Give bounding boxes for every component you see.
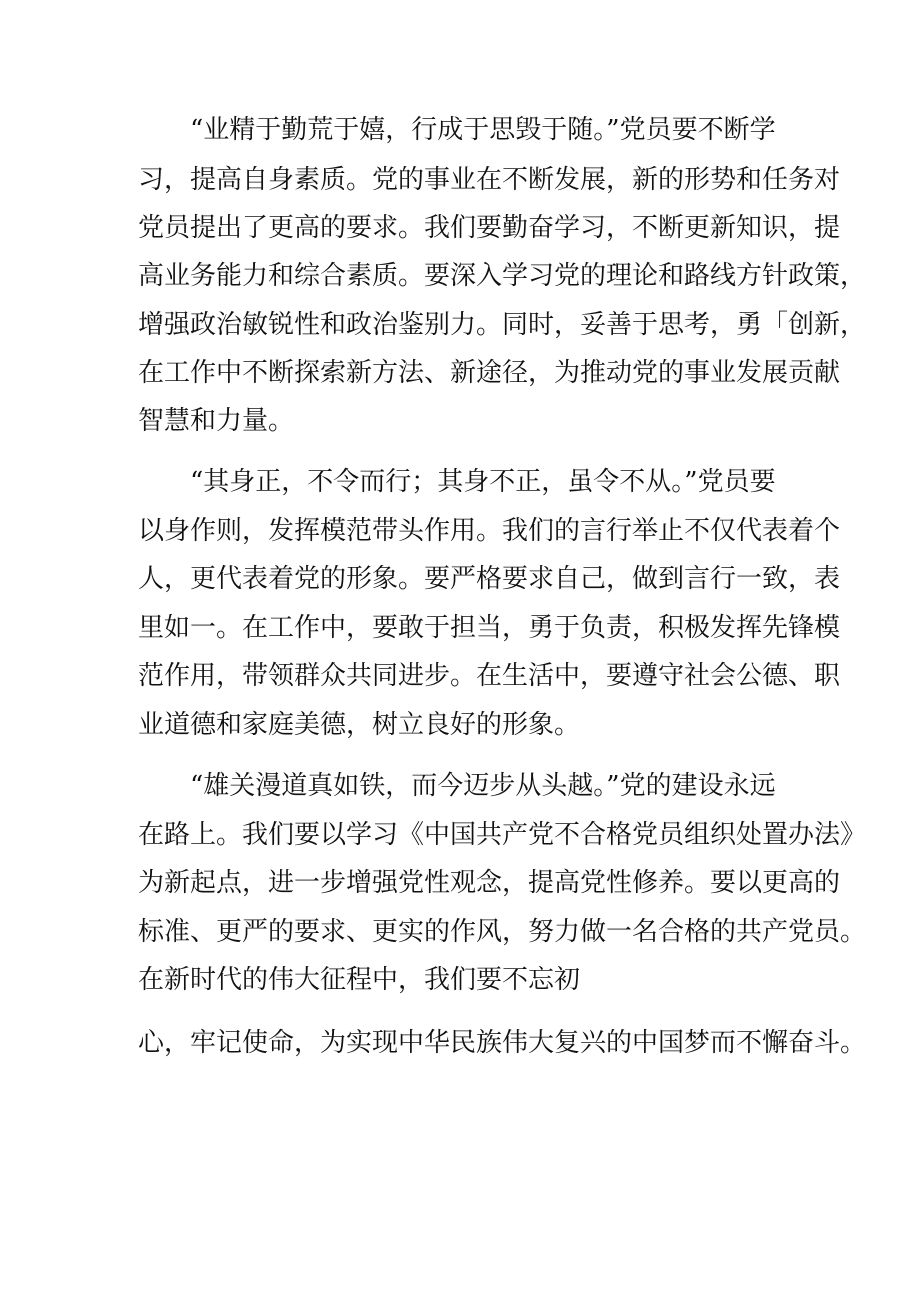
text-line: “其身正，不令而行；其身不正，虽令不从。”党员要: [190, 467, 776, 497]
text-line: 习，提高自身素质。党的事业在不断发展，新的形势和任务对: [138, 165, 841, 195]
text-line: 高业务能力和综合素质。要深入学习党的理论和路线方针政策，: [138, 261, 867, 291]
text-line: “雄关漫道真如铁，而今迈步从头越。”党的建设永远: [190, 771, 776, 801]
text-line: 以身作则，发挥模范带头作用。我们的言行举止不仅代表着个: [138, 516, 841, 546]
text-line: 人，更代表着党的形象。要严格要求自己，做到言行一致，表: [138, 564, 841, 594]
text-line: 增强政治敏锐性和政治鉴别力。同时，妥善于思考，勇「创新，: [138, 310, 867, 340]
text-line: 心，牢记使命，为实现中华民族伟大复兴的中国梦而不懈奋斗。: [138, 1028, 867, 1058]
text-line: 党员提出了更高的要求。我们要勤奋学习，不断更新知识，提: [138, 213, 841, 243]
text-line: 业道德和家庭美德，树立良好的形象。: [138, 710, 581, 740]
text-line: 在新时代的伟大征程中，我们要不忘初: [138, 965, 581, 995]
text-line: 标准、更严的要求、更实的作风，努力做一名合格的共产党员。: [138, 917, 867, 947]
text-line: 里如一。在工作中，要敢于担当，勇于负责，积极发挥先锋模: [138, 613, 841, 643]
text-line: “业精于勤荒于嬉，行成于思毁于随。”党员要不断学: [190, 115, 776, 145]
text-line: 智慧和力量。: [138, 406, 295, 436]
text-line: 在工作中不断探索新方法、新途径，为推动党的事业发展贡献: [138, 358, 841, 388]
text-line: 范作用，带领群众共同进步。在生活中，要遵守社会公德、职: [138, 661, 841, 691]
text-line: 为新起点，进一步增强党性观念，提高党性修养。要以更高的: [138, 868, 841, 898]
text-line: 在路上。我们要以学习《中国共产党不合格党员组织处置办法》: [138, 820, 867, 850]
